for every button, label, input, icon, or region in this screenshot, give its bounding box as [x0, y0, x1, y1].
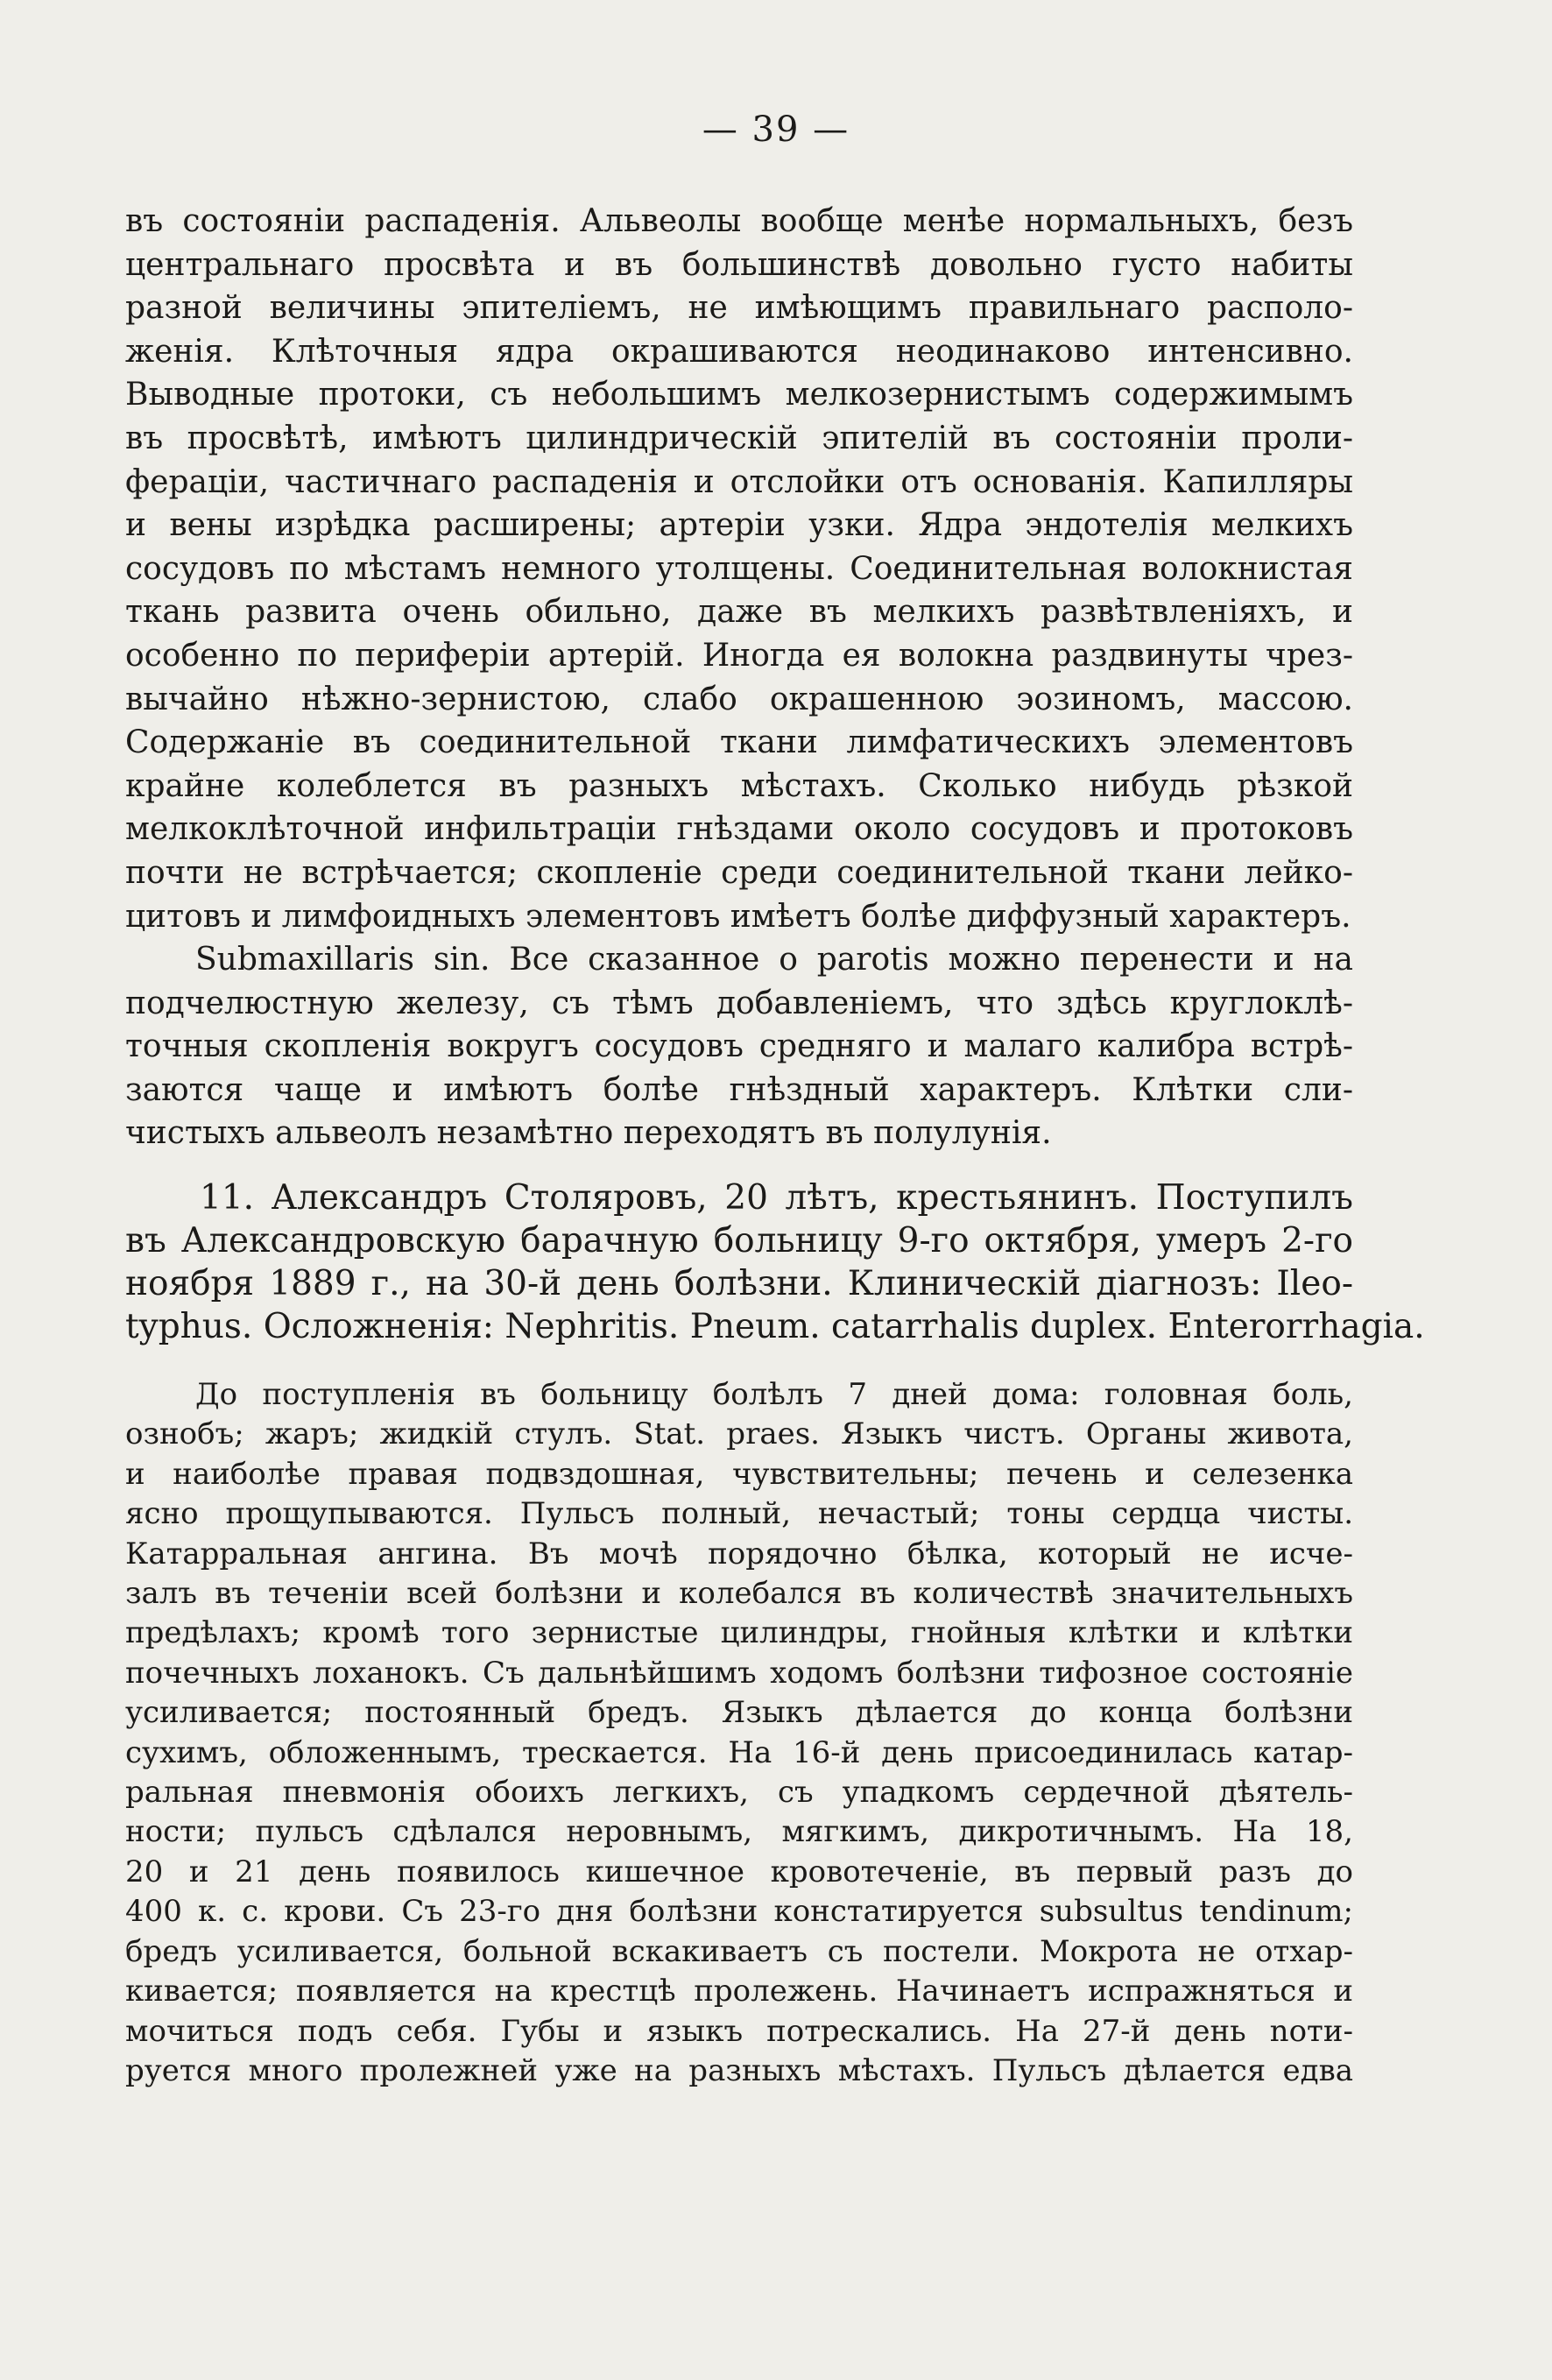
text-line: вычайно нѣжно-зернистою, слабо окрашенною эозиномъ, массою.	[125, 681, 1353, 717]
text-line: мелкоклѣточной инфильтрацiи гнѣздами около сосудовъ и протоковъ	[125, 811, 1353, 848]
text-line: сосудовъ по мѣстамъ немного утолщены. Соединительная волокнистая	[125, 550, 1353, 587]
text-block-case-header	[125, 1176, 1425, 1348]
text-line: руется много пролежней уже на разныхъ мѣстахъ. Пульсъ дѣлается едва	[125, 2052, 1353, 2088]
text-line: ферацiи, частичнаго распаденiя и отслойки отъ основанiя. Капилляры	[125, 463, 1353, 500]
text-line: точныя скопленiя вокругъ сосудовъ средняго и малаго калибра встрѣ-	[125, 1028, 1353, 1065]
paragraph-case-11	[125, 1176, 1425, 1348]
text-line: въ Александровскую барачную больницу 9-го октября, умеръ 2-го	[125, 1221, 1353, 1261]
text-line: женiя. Клѣточныя ядра окрашиваются неодинаково интенсивно.	[125, 333, 1353, 370]
text-line: ознобъ; жаръ; жидкiй стулъ. Stat. praes. Языкъ чистъ. Органы живота,	[125, 1416, 1353, 1452]
text-line: центральнаго просвѣта и въ большинствѣ довольно густо набиты	[125, 246, 1353, 283]
text-line: въ просвѣтѣ, имѣютъ цилиндрическiй эпителiй въ состоянiи проли-	[125, 420, 1353, 456]
text-line: сухимъ, обложеннымъ, трескается. На 16-й день присоединилась катар-	[125, 1734, 1353, 1770]
text-line: ткань развита очень обильно, даже въ мелкихъ развѣтвленiяхъ, и	[125, 594, 1353, 631]
text-line: заются чаще и имѣютъ болѣе гнѣздный характеръ. Клѣтки сли-	[125, 1071, 1353, 1108]
text-line: Содержанiе въ соединительной ткани лимфатическихъ элементовъ	[125, 724, 1353, 761]
text-line: typhus. Осложненiя: Nephritis. Pneum. catarrhalis duplex. Enterorrhagia.	[125, 1307, 1425, 1346]
text-line: Выводные протоки, съ небольшимъ мелкозернистымъ содержимымъ	[125, 377, 1353, 413]
text-line: До поступленiя въ больницу болѣлъ 7 дней дома: головная боль,	[195, 1377, 1353, 1412]
text-line: разной величины эпителiемъ, не имѣющимъ правильнаго располо-	[125, 290, 1353, 327]
text-block-case-history	[125, 1375, 1353, 2091]
text-line: въ состоянiи распаденiя. Альвеолы вообще менѣе нормальныхъ, безъ	[125, 203, 1353, 239]
text-line: ральная пневмонiя обоихъ легкихъ, съ упадкомъ сердечной дѣятель-	[125, 1775, 1353, 1811]
paragraph-case-history	[125, 1375, 1353, 2091]
text-line: 400 к. с. крови. Съ 23-го дня болѣзни констатируется subsultus tendinum;	[125, 1894, 1353, 1930]
text-line: 11. Александръ Столяровъ, 20 лѣтъ, крестьянинъ. Поступилъ	[200, 1178, 1353, 1218]
text-line: бредъ усиливается, больной вскакиваетъ съ постели. Мокрота не отхар-	[125, 1933, 1353, 1969]
text-line: цитовъ и лимфоидныхъ элементовъ имѣетъ болѣе диффузный характеръ.	[125, 898, 1351, 935]
text-line: предѣлахъ; кромѣ того зернистые цилиндры, гнойныя клѣтки и клѣтки	[125, 1615, 1353, 1651]
text-line: крайне колеблется въ разныхъ мѣстахъ. Сколько нибудь рѣзкой	[125, 767, 1353, 804]
text-line: Submaxillaris sin. Все сказанное о parotis можно перенести и на	[195, 942, 1353, 978]
text-line: мочиться подъ себя. Губы и языкъ потрескались. На 27-й день noти-	[125, 2013, 1353, 2049]
text-line: почти не встрѣчается; скопленiе среди соединительной ткани лейко-	[125, 854, 1353, 891]
text-line: ности; пульсъ сдѣлался неровнымъ, мягкимъ, дикротичнымъ. На 18,	[125, 1814, 1353, 1850]
text-line: особенно по периферiи артерiй. Иногда ея волокна раздвинуты чрез-	[125, 637, 1353, 674]
text-line: и вены изрѣдка расширены; артерiи узки. Ядра эндотелiя мелкихъ	[125, 507, 1353, 544]
text-line: Катарральная ангина. Въ мочѣ порядочно бѣлка, который не исче-	[125, 1536, 1353, 1571]
text-line: залъ въ теченiи всей болѣзни и колебался въ количествѣ значительныхъ	[125, 1576, 1353, 1612]
text-line: подчелюстную железу, съ тѣмъ добавленiемъ, что здѣсь круглоклѣ-	[125, 985, 1353, 1021]
text-line: 20 и 21 день появилось кишечное кровотеченiе, въ первый разъ до	[125, 1854, 1353, 1889]
text-line: и наиболѣе правая подвздошная, чувствительны; печень и селезенка	[125, 1456, 1353, 1492]
text-line: ноября 1889 г., на 30-й день болѣзни. Клиническiй дiагнозъ: Ileo-	[125, 1264, 1353, 1303]
text-line: кивается; появляется на крестцѣ пролежень. Начинаетъ испражняться и	[125, 1974, 1353, 2009]
paragraph-parotis-description	[125, 200, 1353, 938]
text-block-upper	[125, 200, 1353, 1155]
page-number: — 39 —	[702, 109, 850, 150]
text-line: чистыхъ альвеолъ незамѣтно переходятъ въ полулунiя.	[125, 1115, 1052, 1152]
text-line: ясно прощупываются. Пульсъ полный, нечастый; тоны сердца чисты.	[125, 1496, 1353, 1532]
text-line: усиливается; постоянный бредъ. Языкъ дѣлается до конца болѣзни	[125, 1695, 1353, 1731]
text-line: почечныхъ лоханокъ. Съ дальнѣйшимъ ходомъ болѣзни тифозное состоянiе	[125, 1655, 1353, 1691]
paragraph-submaxillaris	[125, 938, 1353, 1155]
